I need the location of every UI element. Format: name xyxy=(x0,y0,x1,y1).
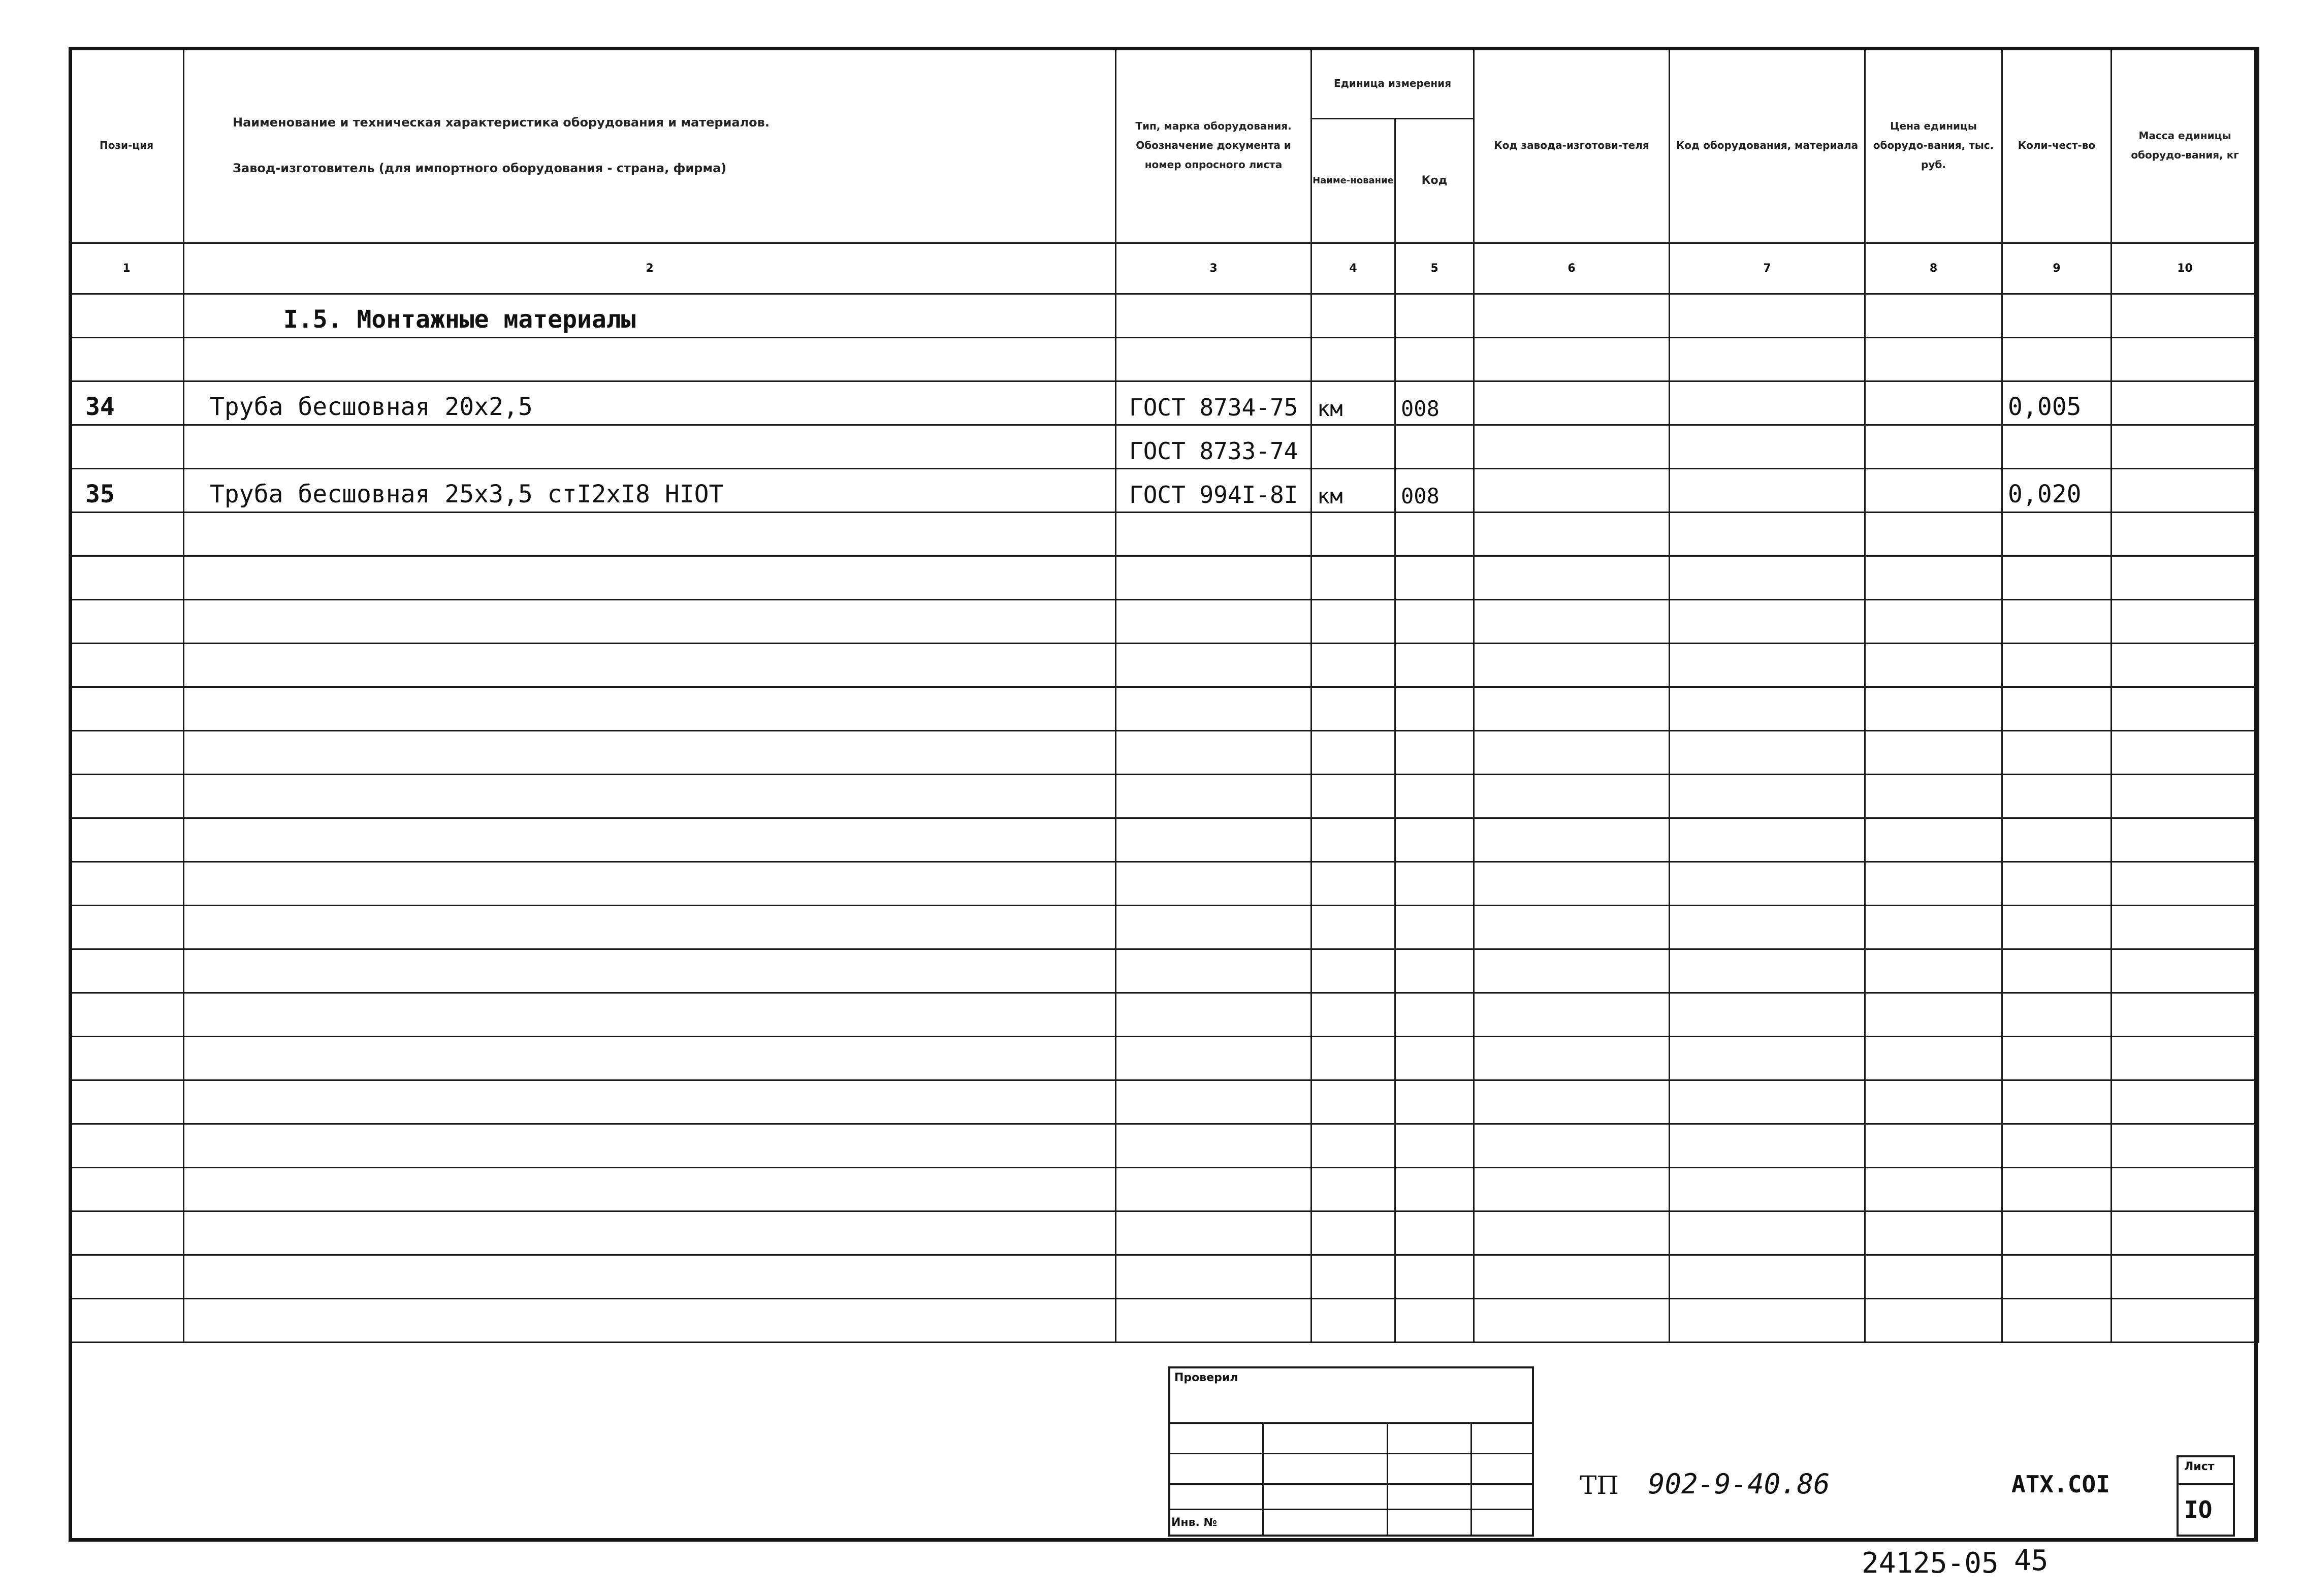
cell-quantity: 0,020 xyxy=(2002,469,2112,513)
column-number: 4 xyxy=(1312,243,1395,294)
cell-unit: км xyxy=(1312,381,1395,425)
archive-number: 24125-05 xyxy=(1862,1547,1999,1580)
outer-frame xyxy=(69,47,2258,1542)
column-number: 2 xyxy=(184,243,1116,294)
header-mass: Масса единицы оборудо-вания, кг xyxy=(2112,48,2259,243)
column-number: 9 xyxy=(2002,243,2112,294)
header-type: Тип, марка оборудования. Обозначение документа и номер опросного листа xyxy=(1116,48,1312,243)
header-position: Пози-ция xyxy=(70,48,184,243)
column-number: 7 xyxy=(1670,243,1865,294)
column-number: 5 xyxy=(1395,243,1474,294)
cell-position: 35 xyxy=(70,469,184,513)
header-equipment-code: Код оборудования, материала xyxy=(1670,48,1865,243)
cell-unit-code: 008 xyxy=(1395,381,1474,425)
cell-document: ГОСТ 8733-74 xyxy=(1116,425,1312,469)
header-manufacturer-code: Код завода-изготови-теля xyxy=(1474,48,1670,243)
cell-document: ГОСТ 8734-75 xyxy=(1116,381,1312,425)
cell-name: Труба бесшовная 20х2,5 xyxy=(184,381,1116,425)
cell-document: ГОСТ 994I-8I xyxy=(1116,469,1312,513)
doc-number: 902-9-40.86 xyxy=(1648,1468,1830,1500)
section-heading: I.5. Монтажные материалы xyxy=(184,294,1116,338)
header-price: Цена единицы оборудо-вания, тыс. руб. xyxy=(1865,48,2002,243)
sheet-label: Лист xyxy=(2184,1460,2215,1473)
column-number: 1 xyxy=(70,243,184,294)
cell-unit-code: 008 xyxy=(1395,469,1474,513)
inventory-number-label: Инв. № xyxy=(1171,1516,1218,1529)
page-number: 45 xyxy=(2014,1544,2049,1577)
doc-mark: АТХ.СОI xyxy=(2011,1471,2110,1498)
checked-label: Проверил xyxy=(1174,1371,1238,1384)
cell-quantity: 0,005 xyxy=(2002,381,2112,425)
cell-unit: км xyxy=(1312,469,1395,513)
header-name-line1: Наименование и техническая характеристика оборудования и материалов. xyxy=(233,115,770,130)
column-number: 3 xyxy=(1116,243,1312,294)
doc-prefix: ТП xyxy=(1580,1471,1619,1500)
header-name-line2: Завод-изготовитель (для импортного оборудования - страна, фирма) xyxy=(233,161,727,175)
header-unit-name: Наиме-нование xyxy=(1312,119,1395,243)
column-number: 6 xyxy=(1474,243,1670,294)
cell-position: 34 xyxy=(70,381,184,425)
column-number: 10 xyxy=(2112,243,2259,294)
header-unit-group: Единица измерения xyxy=(1312,48,1474,119)
header-unit-code: Код xyxy=(1395,119,1474,243)
header-quantity: Коли-чест-во xyxy=(2002,48,2112,243)
column-number: 8 xyxy=(1865,243,2002,294)
sheet-number: IO xyxy=(2184,1496,2213,1523)
approval-stamp xyxy=(1168,1366,1534,1537)
cell-name: Труба бесшовная 25х3,5 стI2хI8 HIOT xyxy=(184,469,1116,513)
